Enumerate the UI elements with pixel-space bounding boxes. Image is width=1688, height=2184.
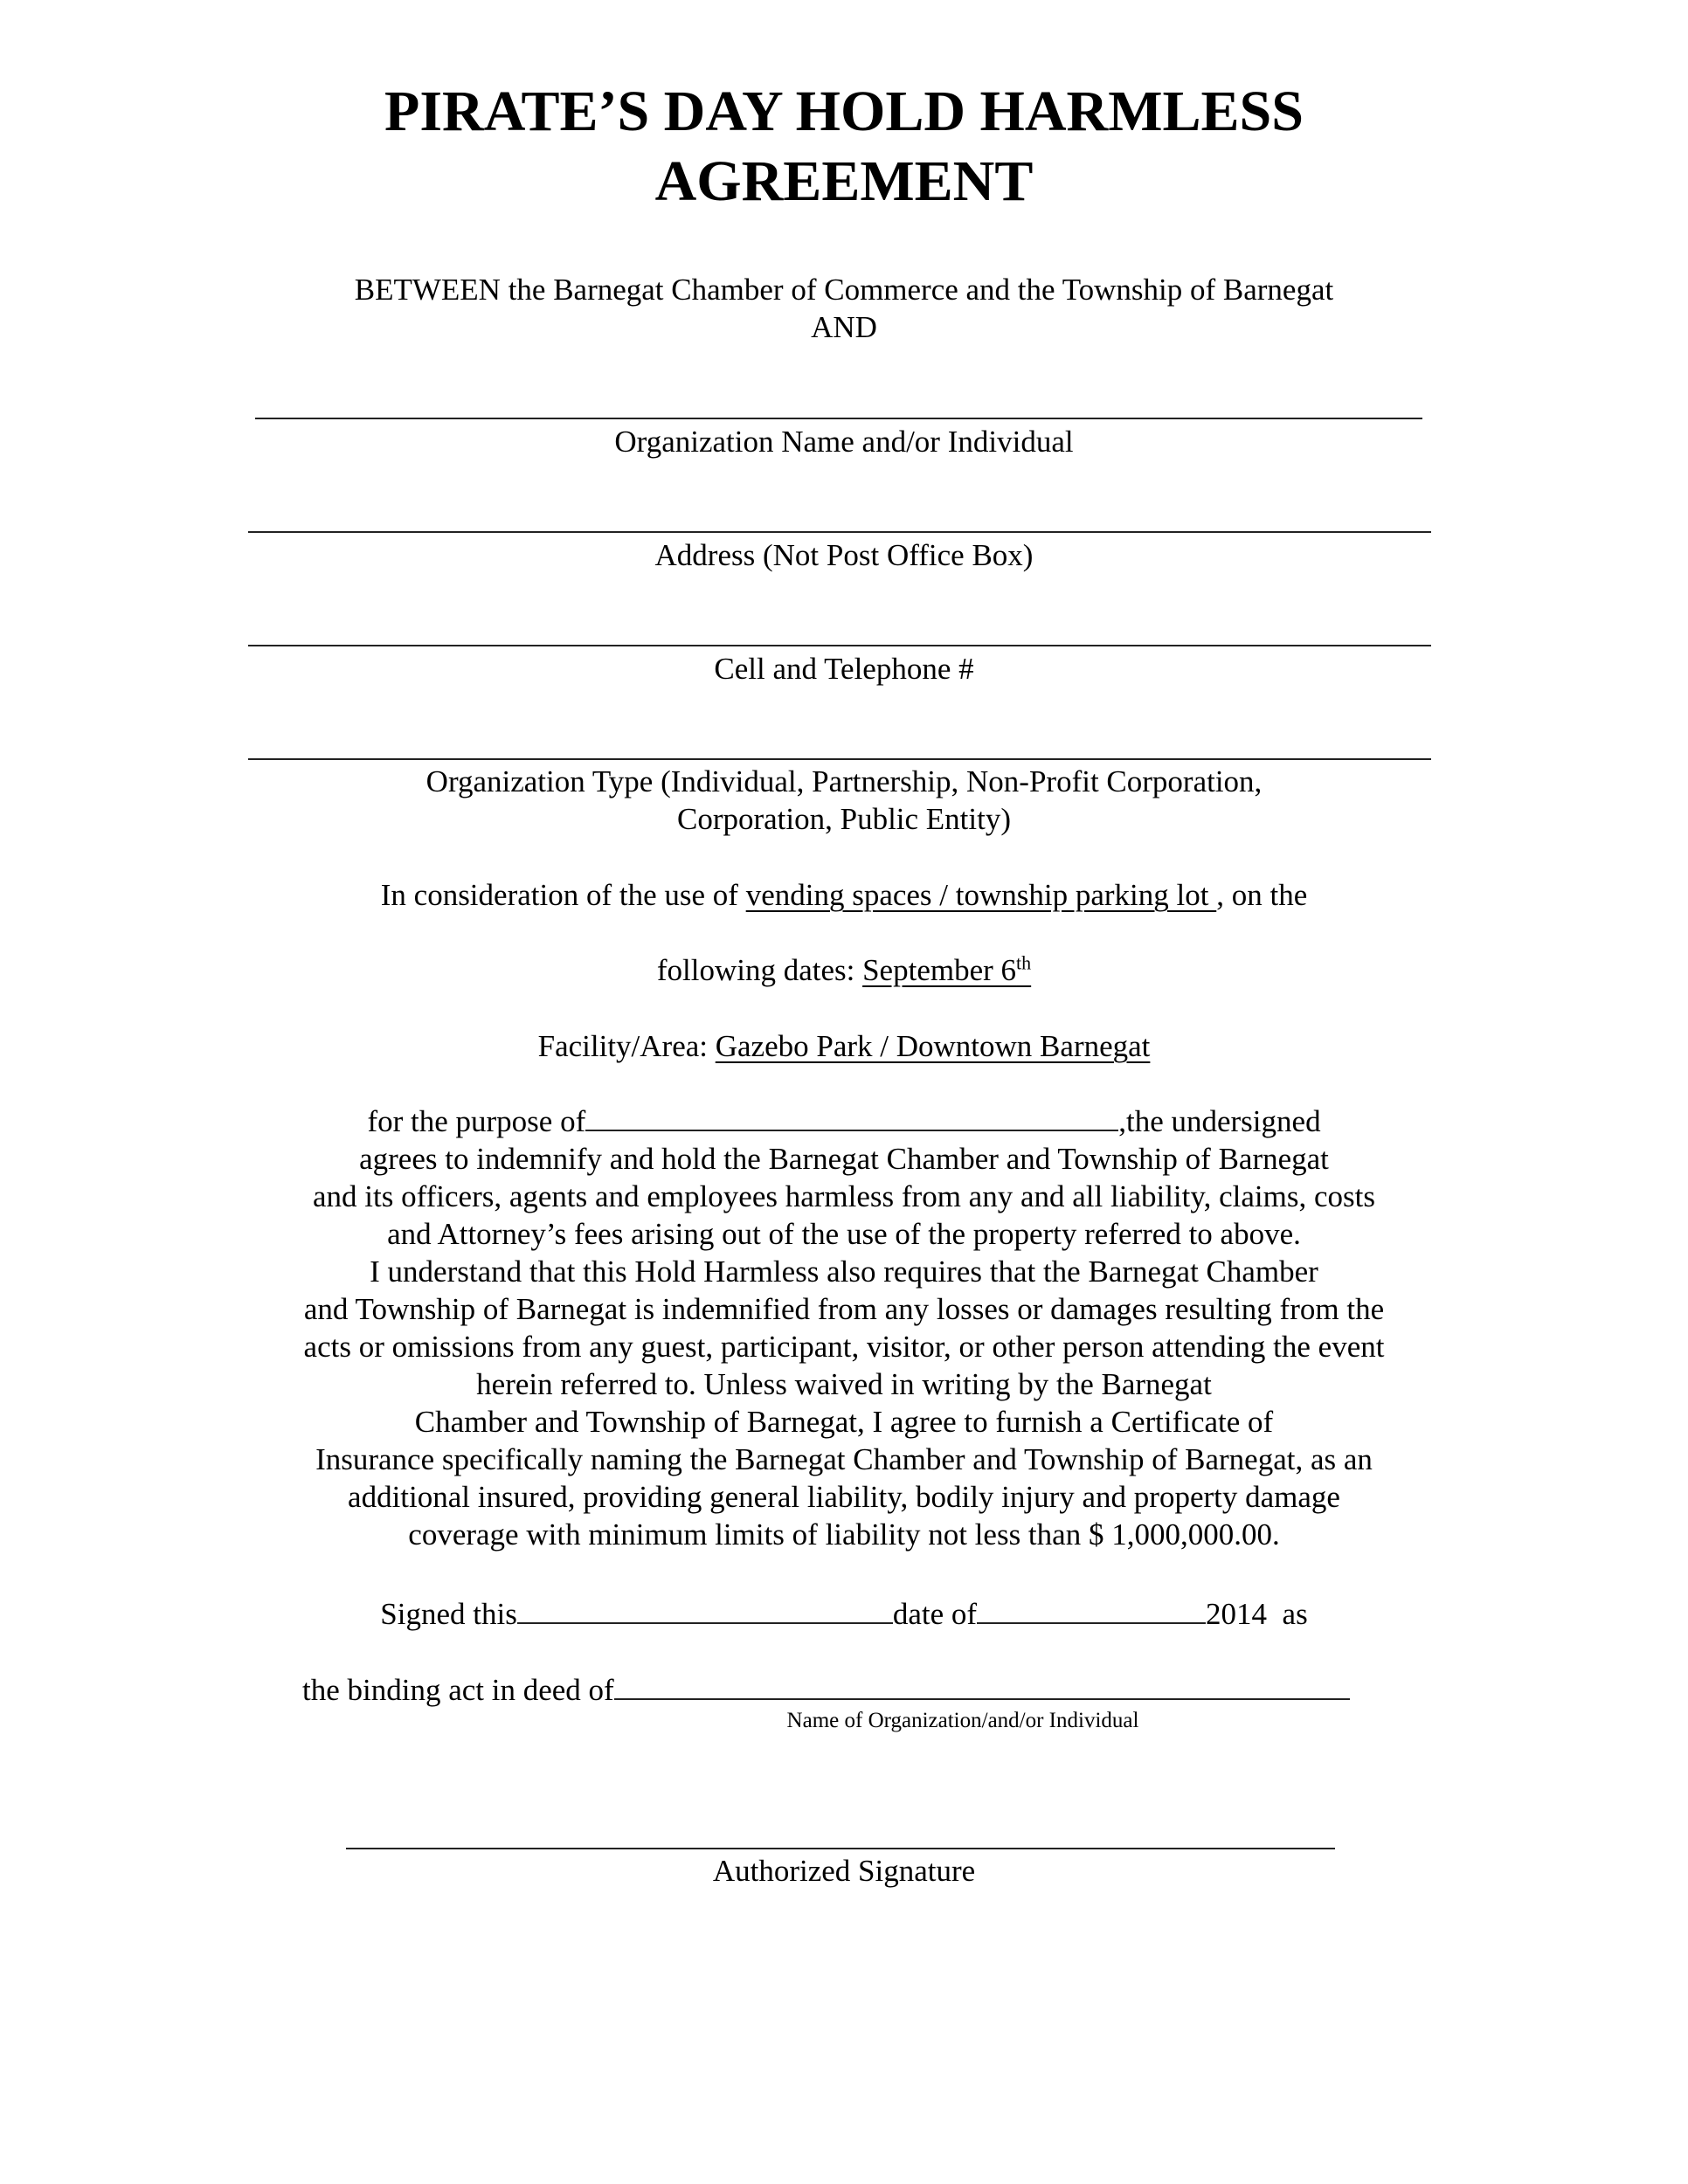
purpose-line: [0, 1102, 1688, 1140]
address-line[interactable]: [248, 531, 1431, 533]
org-type-label-cont: Corporation, Public Entity): [676, 802, 1012, 836]
phone-label: Cell and Telephone #: [714, 652, 974, 686]
binding-prefix: the binding act in deed of: [302, 1673, 614, 1707]
signed-year: 2014: [1206, 1597, 1268, 1631]
signature-label: Authorized Signature: [712, 1854, 976, 1888]
and-label: AND: [811, 310, 877, 344]
body-line: agrees to indemnify and hold the Barnegat Chamber and Township of Barnegat: [359, 1142, 1329, 1176]
address-label: Address (Not Post Office Box): [654, 538, 1034, 572]
signed-line: [0, 1595, 1688, 1633]
purpose-blank[interactable]: [585, 1103, 1118, 1131]
consideration-prefix: In consideration of the use of: [380, 878, 746, 912]
signed-date-blank[interactable]: [977, 1596, 1206, 1624]
phone-line[interactable]: [248, 645, 1431, 646]
signed-suffix: as: [1282, 1597, 1308, 1631]
dates-text: September 6: [862, 953, 1017, 987]
purpose-prefix: for the purpose of: [367, 1104, 586, 1138]
binding-caption: Name of Organization/and/or Individual: [786, 1709, 1139, 1732]
dates-suffix-sup: th: [1016, 951, 1032, 974]
purpose-suffix: ,the undersigned: [1118, 1104, 1321, 1138]
body-line: and Township of Barnegat is indemnified from any losses or damages resulting from the: [303, 1292, 1385, 1326]
body-line: and Attorney’s fees arising out of the use of the property referred to above.: [387, 1217, 1301, 1251]
signed-prefix: Signed this: [380, 1597, 517, 1631]
signature-line[interactable]: [346, 1848, 1335, 1849]
body-line: and its officers, agents and employees harmless from any and all liability, claims, costs: [313, 1179, 1375, 1213]
body-line: acts or omissions from any guest, participant, visitor, or other person attending the event: [303, 1330, 1385, 1364]
body-line: Chamber and Township of Barnegat, I agree to furnish a Certificate of: [414, 1405, 1274, 1439]
consideration-line: [0, 876, 1688, 914]
org-name-label: Organization Name and/or Individual: [614, 425, 1074, 459]
body-line: Insurance specifically naming the Barnegat Chamber and Township of Barnegat, as an: [315, 1442, 1373, 1476]
binding-line: [302, 1671, 1350, 1709]
between-parties: BETWEEN the Barnegat Chamber of Commerce and the Township of Barnegat: [354, 273, 1334, 307]
dates-value: [862, 953, 1031, 987]
org-name-line[interactable]: [255, 418, 1422, 419]
body-line: I understand that this Hold Harmless also requires that the Barnegat Chamber: [370, 1254, 1318, 1289]
signed-mid: date of: [892, 1597, 978, 1631]
signed-day-blank[interactable]: [517, 1596, 893, 1624]
dates-prefix: following dates:: [656, 953, 863, 987]
title-line-2: AGREEMENT: [654, 149, 1034, 213]
body-line: coverage with minimum limits of liability not less than $ 1,000,000.00.: [408, 1517, 1280, 1552]
facility-value: Gazebo Park / Downtown Barnegat: [715, 1029, 1151, 1063]
dates-line: [0, 951, 1688, 989]
facility-prefix: Facility/Area:: [537, 1029, 716, 1063]
consideration-suffix: , on the: [1216, 878, 1308, 912]
body-line: herein referred to. Unless waived in writing by the Barnegat: [476, 1367, 1212, 1401]
binding-blank[interactable]: [614, 1672, 1350, 1700]
consideration-use: vending spaces / township parking lot: [745, 878, 1217, 912]
facility-line: [0, 1027, 1688, 1065]
org-type-line[interactable]: [248, 758, 1431, 760]
org-type-label: Organization Type (Individual, Partnership, Non-Profit Corporation,: [425, 764, 1263, 798]
title-line-1: PIRATE’S DAY HOLD HARMLESS: [384, 79, 1304, 143]
body-line: additional insured, providing general liability, bodily injury and property damage: [348, 1480, 1340, 1514]
